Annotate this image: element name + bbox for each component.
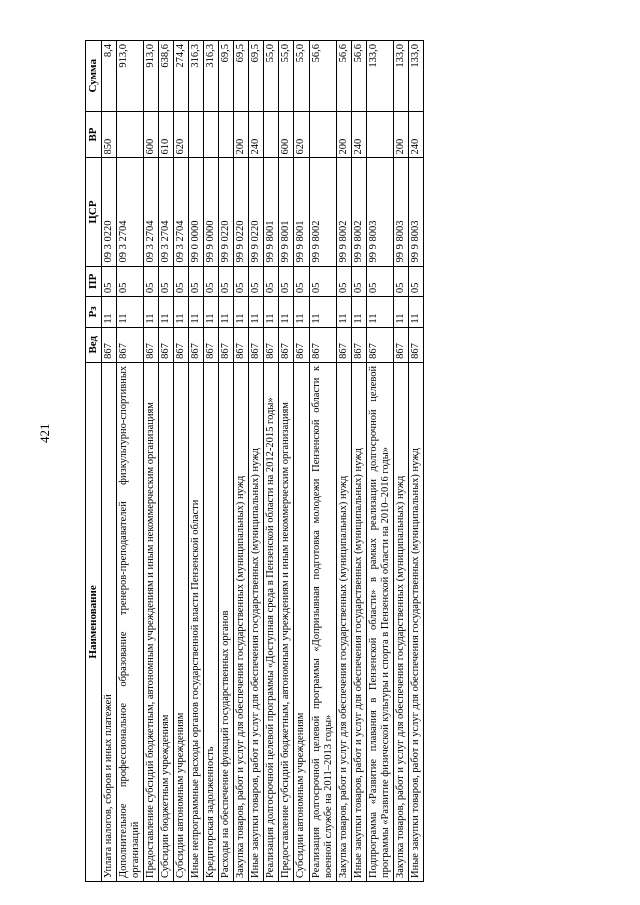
cell-csr: 99 0 0000 [189, 158, 204, 266]
cell-pr: 05 [294, 266, 309, 297]
cell-csr: 99 9 8003 [408, 158, 423, 266]
cell-name: Иные закупки товаров, работ и услуг для обеспечения государственных (муниципальных) нужд [351, 362, 366, 881]
table-row [249, 41, 264, 882]
cell-vr [204, 111, 219, 158]
table-row [234, 41, 249, 882]
cell-rz: 11 [408, 297, 423, 328]
cell-name: Подпрограмма «Развитие плавания в Пензенской области» в рамках реализации долгосрочной целевой программы «Развитие физической культуры и спорта в Пензенской области на 2010–2016 годы» [366, 362, 393, 881]
cell-pr: 05 [366, 266, 393, 297]
cell-csr: 99 9 8002 [309, 158, 336, 266]
cell-pr: 05 [173, 266, 188, 297]
cell-vr [116, 111, 143, 158]
cell-name: Предоставление субсидий бюджетным, автономным учреждениям и иным некоммерческим организациям [143, 362, 158, 881]
cell-sum: 69,5 [219, 41, 234, 112]
cell-pr: 05 [279, 266, 294, 297]
cell-vr: 200 [234, 111, 249, 158]
cell-rz: 11 [336, 297, 351, 328]
cell-sum: 913,0 [143, 41, 158, 112]
header-name: Наименование [86, 362, 102, 881]
table-row [279, 41, 294, 882]
cell-csr: 09 3 2704 [116, 158, 143, 266]
cell-csr: 09 3 0220 [101, 158, 116, 266]
cell-rz: 11 [143, 297, 158, 328]
cell-ved: 867 [158, 327, 173, 362]
cell-csr: 09 3 2704 [143, 158, 158, 266]
cell-name: Закупка товаров, работ и услуг для обеспечения государственных (муниципальных) нужд [393, 362, 408, 881]
cell-vr: 620 [173, 111, 188, 158]
cell-vr: 240 [408, 111, 423, 158]
cell-pr: 05 [219, 266, 234, 297]
table-row [309, 41, 336, 882]
cell-pr: 05 [234, 266, 249, 297]
cell-rz: 11 [116, 297, 143, 328]
cell-ved: 867 [264, 327, 279, 362]
cell-rz: 11 [309, 297, 336, 328]
header-pr: ПР [86, 266, 102, 297]
cell-csr: 99 9 0220 [219, 158, 234, 266]
cell-name: Кредиторская задолженность [204, 362, 219, 881]
cell-rz: 11 [249, 297, 264, 328]
cell-vr: 240 [249, 111, 264, 158]
cell-name: Закупка товаров, работ и услуг для обеспечения государственных (муниципальных) нужд [234, 362, 249, 881]
cell-rz: 11 [294, 297, 309, 328]
cell-rz: 11 [351, 297, 366, 328]
cell-name: Расходы на обеспечение функций государственных органов [219, 362, 234, 881]
header-ved: Вед [86, 327, 102, 362]
table-row [366, 41, 393, 882]
cell-pr: 05 [189, 266, 204, 297]
cell-ved: 867 [101, 327, 116, 362]
table-row [336, 41, 351, 882]
cell-ved: 867 [219, 327, 234, 362]
cell-name: Субсидии автономным учреждениям [173, 362, 188, 881]
cell-ved: 867 [408, 327, 423, 362]
cell-ved: 867 [249, 327, 264, 362]
cell-vr [219, 111, 234, 158]
cell-name: Иные непрограммные расходы органов государственной власти Пензенской области [189, 362, 204, 881]
header-csr: ЦСР [86, 158, 102, 266]
cell-rz: 11 [219, 297, 234, 328]
table-row [393, 41, 408, 882]
table-row [408, 41, 423, 882]
cell-pr: 05 [393, 266, 408, 297]
table-row [101, 41, 116, 882]
cell-name: Реализация долгосрочной целевой программы «Доступная среда в Пензенской области на 2012-2015 годы» [264, 362, 279, 881]
cell-vr: 200 [393, 111, 408, 158]
cell-vr: 200 [336, 111, 351, 158]
cell-name: Иные закупки товаров, работ и услуг для обеспечения государственных (муниципальных) нужд [249, 362, 264, 881]
cell-csr: 99 9 8001 [264, 158, 279, 266]
cell-rz: 11 [393, 297, 408, 328]
cell-rz: 11 [366, 297, 393, 328]
table-row [264, 41, 279, 882]
cell-sum: 638,6 [158, 41, 173, 112]
cell-pr: 05 [249, 266, 264, 297]
cell-pr: 05 [158, 266, 173, 297]
cell-sum: 913,0 [116, 41, 143, 112]
cell-rz: 11 [173, 297, 188, 328]
page-number: 421 [37, 423, 52, 443]
cell-csr: 99 9 8001 [294, 158, 309, 266]
cell-sum: 55,0 [264, 41, 279, 112]
header-vr: ВР [86, 111, 102, 158]
cell-csr: 99 9 0220 [249, 158, 264, 266]
cell-pr: 05 [336, 266, 351, 297]
table-row [116, 41, 143, 882]
cell-sum: 55,0 [279, 41, 294, 112]
cell-vr [264, 111, 279, 158]
cell-name: Уплата налогов, сборов и иных платежей [101, 362, 116, 881]
cell-vr [309, 111, 336, 158]
cell-rz: 11 [264, 297, 279, 328]
cell-sum: 274,4 [173, 41, 188, 112]
cell-sum: 56,6 [336, 41, 351, 112]
cell-pr: 05 [351, 266, 366, 297]
header-sum: Сумма [86, 41, 102, 112]
cell-ved: 867 [234, 327, 249, 362]
rotated-table-container [85, 40, 545, 882]
cell-rz: 11 [158, 297, 173, 328]
cell-ved: 867 [279, 327, 294, 362]
cell-ved: 867 [116, 327, 143, 362]
table-row [294, 41, 309, 882]
cell-name: Субсидии автономным учреждениям [294, 362, 309, 881]
cell-vr: 600 [279, 111, 294, 158]
cell-pr: 05 [204, 266, 219, 297]
cell-sum: 8,4 [101, 41, 116, 112]
cell-csr: 99 9 8003 [366, 158, 393, 266]
cell-csr: 99 9 8002 [351, 158, 366, 266]
table-row [158, 41, 173, 882]
cell-csr: 99 9 8003 [393, 158, 408, 266]
cell-ved: 867 [393, 327, 408, 362]
cell-sum: 55,0 [294, 41, 309, 112]
cell-pr: 05 [309, 266, 336, 297]
cell-csr: 99 9 8001 [279, 158, 294, 266]
cell-ved: 867 [336, 327, 351, 362]
cell-rz: 11 [279, 297, 294, 328]
cell-sum: 316,3 [204, 41, 219, 112]
cell-sum: 133,0 [393, 41, 408, 112]
cell-sum: 316,3 [189, 41, 204, 112]
cell-sum: 69,5 [249, 41, 264, 112]
cell-name: Предоставление субсидий бюджетным, автономным учреждениям и иным некоммерческим организациям [279, 362, 294, 881]
header-rz: Рз [86, 297, 102, 328]
cell-vr: 610 [158, 111, 173, 158]
cell-name: Дополнительное профессиональное образование тренеров-преподавателей физкультурно-спортивных организаций [116, 362, 143, 881]
cell-sum: 56,6 [351, 41, 366, 112]
table-row [143, 41, 158, 882]
table-row [173, 41, 188, 882]
cell-pr: 05 [143, 266, 158, 297]
cell-name: Иные закупки товаров, работ и услуг для обеспечения государственных (муниципальных) нужд [408, 362, 423, 881]
cell-name: Реализация долгосрочной целевой программы «Допризывная подготовка молодежи Пензенской области к военной службе на 2011–2013 годы» [309, 362, 336, 881]
cell-pr: 05 [264, 266, 279, 297]
cell-rz: 11 [101, 297, 116, 328]
cell-sum: 133,0 [408, 41, 423, 112]
cell-ved: 867 [294, 327, 309, 362]
cell-sum: 56,6 [309, 41, 336, 112]
cell-name: Закупка товаров, работ и услуг для обеспечения государственных (муниципальных) нужд [336, 362, 351, 881]
cell-vr: 850 [101, 111, 116, 158]
table-row [351, 41, 366, 882]
table-row [204, 41, 219, 882]
cell-pr: 05 [408, 266, 423, 297]
cell-vr: 620 [294, 111, 309, 158]
cell-pr: 05 [101, 266, 116, 297]
cell-ved: 867 [309, 327, 336, 362]
cell-vr [189, 111, 204, 158]
table-row [189, 41, 204, 882]
cell-csr: 99 9 0220 [234, 158, 249, 266]
cell-ved: 867 [189, 327, 204, 362]
cell-ved: 867 [351, 327, 366, 362]
cell-ved: 867 [204, 327, 219, 362]
cell-sum: 69,5 [234, 41, 249, 112]
cell-rz: 11 [204, 297, 219, 328]
cell-sum: 133,0 [366, 41, 393, 112]
cell-vr: 240 [351, 111, 366, 158]
table-row [219, 41, 234, 882]
budget-table [85, 40, 424, 882]
cell-ved: 867 [173, 327, 188, 362]
cell-name: Субсидии бюджетным учреждениям [158, 362, 173, 881]
cell-pr: 05 [116, 266, 143, 297]
table-body [101, 41, 423, 882]
cell-vr: 600 [143, 111, 158, 158]
table-header-row [86, 41, 102, 882]
cell-csr: 99 9 0000 [204, 158, 219, 266]
cell-rz: 11 [189, 297, 204, 328]
cell-rz: 11 [234, 297, 249, 328]
cell-vr [366, 111, 393, 158]
cell-csr: 09 3 2704 [173, 158, 188, 266]
cell-csr: 09 3 2704 [158, 158, 173, 266]
cell-ved: 867 [366, 327, 393, 362]
cell-csr: 99 9 8002 [336, 158, 351, 266]
cell-ved: 867 [143, 327, 158, 362]
